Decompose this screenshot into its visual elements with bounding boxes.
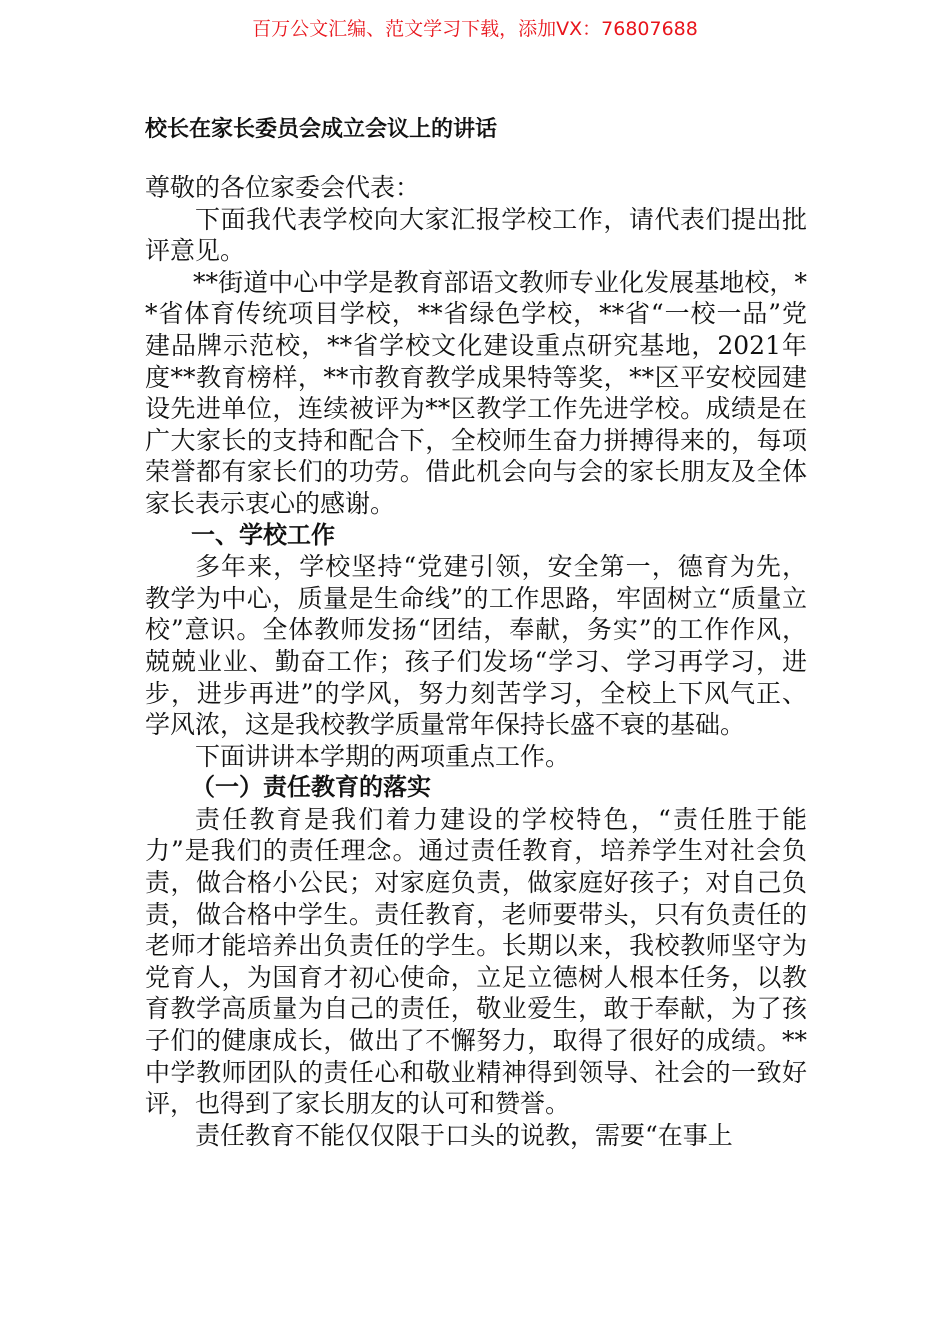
paragraph-school-philosophy: 多年来，学校坚持“党建引领，安全第一，德育为先，教学为中心，质量是生命线”的工作思路，牢固树立“质量立校”意识。全体教师发扬“团结，奉献，务实”的工作作风，兢兢业业、勤奋工作；孩子们发场“学习、学习再学习，进步，进步再进”的学风，努力刻苦学习，全校上下风气正、学风浓，这是我校教学质量常年保持长盛不衰的基础。 bbox=[145, 552, 807, 740]
paragraph-responsibility-practice: 责任教育不能仅仅限于口头的说教，需要“在事上 bbox=[195, 1120, 733, 1150]
document-title: 校长在家长委员会成立会议上的讲话 bbox=[145, 117, 498, 142]
salutation: 尊敬的各位家委会代表： bbox=[145, 173, 421, 202]
paragraph-responsibility-education: 责任教育是我们着力建设的学校特色，“责任胜于能力”是我们的责任理念。通过责任教育，培养学生对社会负责，做合格小公民；对家庭负责，做家庭好孩子；对自己负责，做合格中学生。责任教育，老师要带头，只有负责任的老师才能培养出负责任的学生。长期以来，我校教师坚守为党育人，为国育才初心使命，立足立德树人根本任务，以教育教学高质量为自己的责任，敬业爱生，敢于奉献，为了孩子们的健康成长，做出了不懈努力，取得了很好的成绩。**中学教师团队的责任心和敬业精神得到领导、社会的一致好评，也得到了家长朋友的认可和赞誉。 bbox=[145, 804, 807, 1119]
paragraph-honors: **街道中心中学是教育部语文教师专业化发展基地校，**省体育传统项目学校，**省绿色学校，**省“一校一品”党建品牌示范校，**省学校文化建设重点研究基地，2021年度**教育榜样，**市教育教学成果特等奖，**区平安校园建设先进单位，连续被评为**区教学工作先进学校。成绩是在广大家长的支持和配合下，全校师生奋力拼搏得来的，每项荣誉都有家长们的功劳。借此机会向与会的家长朋友及全体家长表示衷心的感谢。 bbox=[145, 267, 807, 518]
document-page bbox=[145, 114, 807, 1151]
watermark-banner: 百万公文汇编、范文学习下载，添加VX：76807688 bbox=[252, 18, 698, 40]
subsection-heading-responsibility: （一）责任教育的落实 bbox=[191, 773, 431, 802]
section-heading-school-work: 一、学校工作 bbox=[191, 520, 335, 549]
paragraph-intro: 下面我代表学校向大家汇报学校工作，请代表们提出批评意见。 bbox=[145, 204, 807, 266]
paragraph-key-work: 下面讲讲本学期的两项重点工作。 bbox=[195, 741, 571, 771]
